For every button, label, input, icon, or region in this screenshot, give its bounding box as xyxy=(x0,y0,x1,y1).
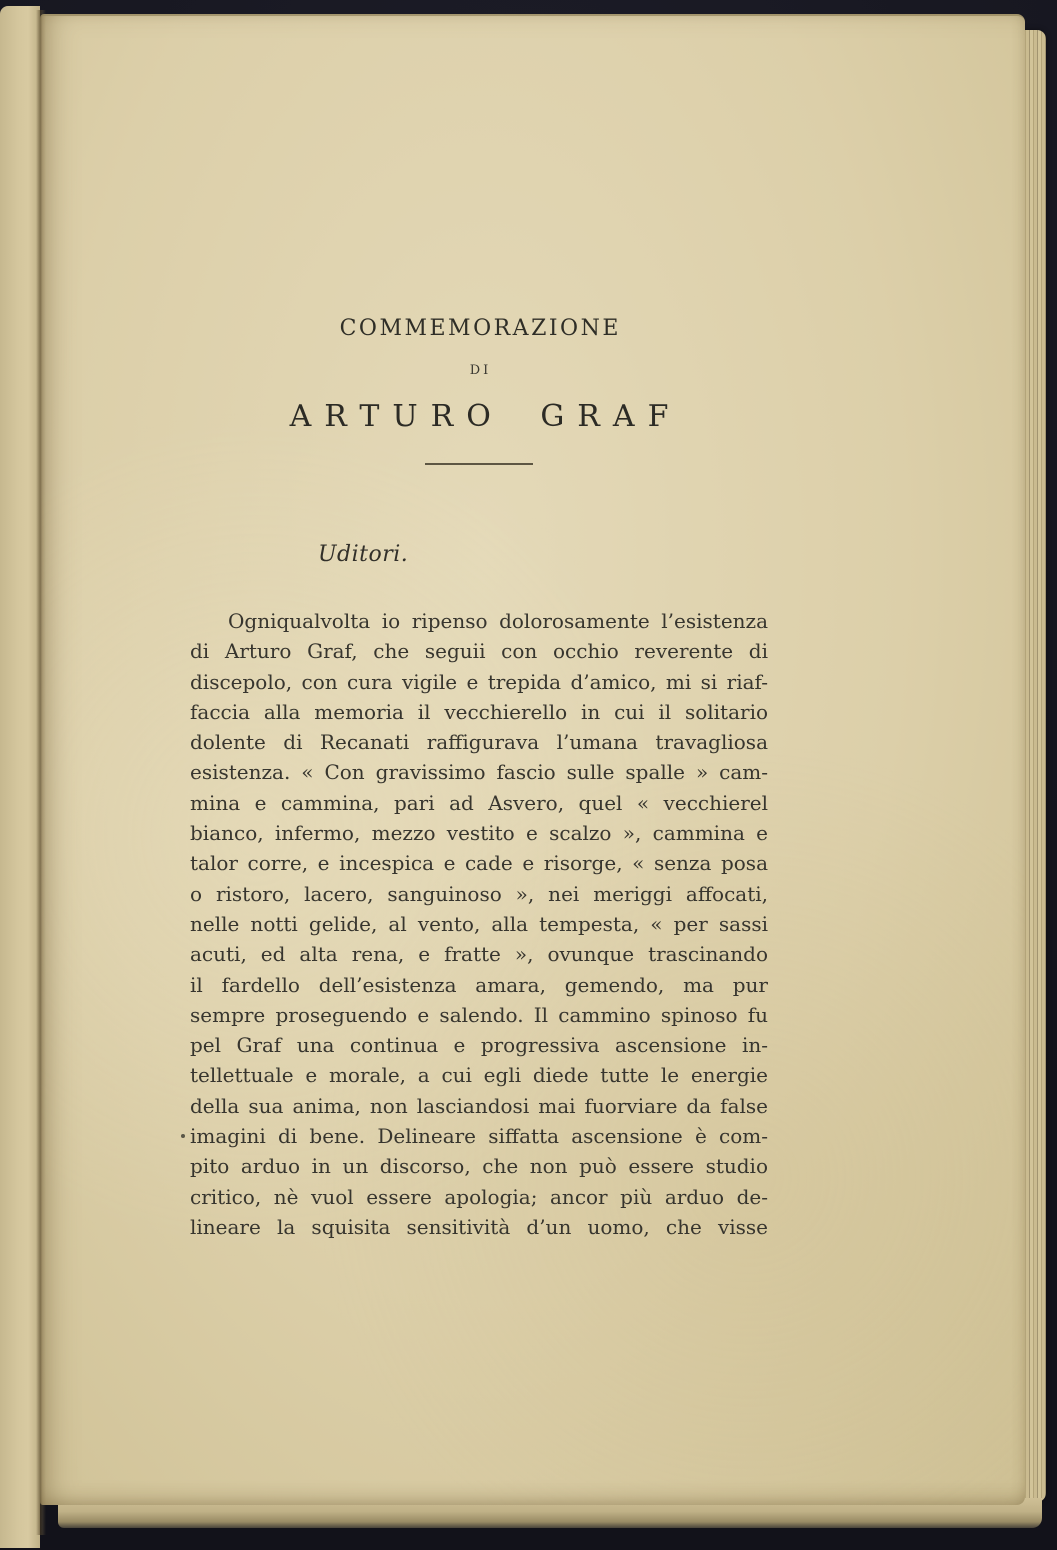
paragraph-line: mina e cammina, pari ad Asvero, quel « vecchierel xyxy=(190,790,768,815)
paragraph-line: faccia alla memoria il vecchierello in cui il solitario xyxy=(190,699,768,724)
paragraph-line: o ristoro, lacero, sanguinoso », nei meriggi affocati, xyxy=(190,881,768,906)
paragraph-line: imagini di bene. Delineare siffatta ascensione è com- xyxy=(190,1124,768,1149)
heading-di: DI xyxy=(469,363,492,378)
paragraph-line: bianco, infermo, mezzo vestito e scalzo », cammina e xyxy=(190,821,768,846)
paragraph-line: Ogniqualvolta io ripenso dolorosamente l’esistenza xyxy=(228,609,768,633)
salutation-uditori: Uditori. xyxy=(318,542,409,567)
paragraph-line: nelle notti gelide, al vento, alla tempesta, « per sassi xyxy=(190,911,768,936)
heading-arturo-graf: ARTURO GRAF xyxy=(289,399,682,434)
page-text-column xyxy=(190,16,768,1505)
paragraph-line: il fardello dell’esistenza amara, gemendo, ma pur xyxy=(190,972,768,997)
paragraph-line: pito arduo in un discorso, che non può essere studio xyxy=(190,1154,768,1179)
ink-speck-artifact xyxy=(181,1134,185,1138)
heading-commemorazione: COMMEMORAZIONE xyxy=(339,316,621,341)
paragraph-line: pel Graf una continua e progressiva ascensione in- xyxy=(190,1033,768,1058)
heading-divider-rule xyxy=(425,463,533,465)
paragraph-line: critico, nè vuol essere apologia; ancor più arduo de- xyxy=(190,1184,768,1209)
paragraph-line: discepolo, con cura vigile e trepida d’amico, mi si riaf- xyxy=(190,669,768,694)
paragraph-line: dolente di Recanati raffigurava l’umana travagliosa xyxy=(190,730,768,755)
book-page xyxy=(40,14,1025,1505)
paragraph-line: di Arturo Graf, che seguii con occhio reverente di xyxy=(190,639,768,664)
facing-page-edge xyxy=(0,6,40,1548)
body-paragraph xyxy=(190,606,768,1242)
paragraph-line: lineare la squisita sensitività d’un uomo, che visse xyxy=(190,1214,768,1239)
page-edges-right xyxy=(1022,30,1046,1502)
paragraph-line: talor corre, e incespica e cade e risorge, « senza posa xyxy=(190,851,768,876)
paragraph-line: sempre proseguendo e salendo. Il cammino spinoso fu xyxy=(190,1002,768,1027)
paragraph-line: acuti, ed alta rena, e fratte », ovunque trascinando xyxy=(190,942,768,967)
paragraph-line: della sua anima, non lasciandosi mai fuorviare da false xyxy=(190,1093,768,1118)
book-gutter-crease xyxy=(36,10,46,1535)
paragraph-line: esistenza. « Con gravissimo fascio sulle spalle » cam- xyxy=(190,760,768,785)
paragraph-line: tellettuale e morale, a cui egli diede tutte le energie xyxy=(190,1063,768,1088)
